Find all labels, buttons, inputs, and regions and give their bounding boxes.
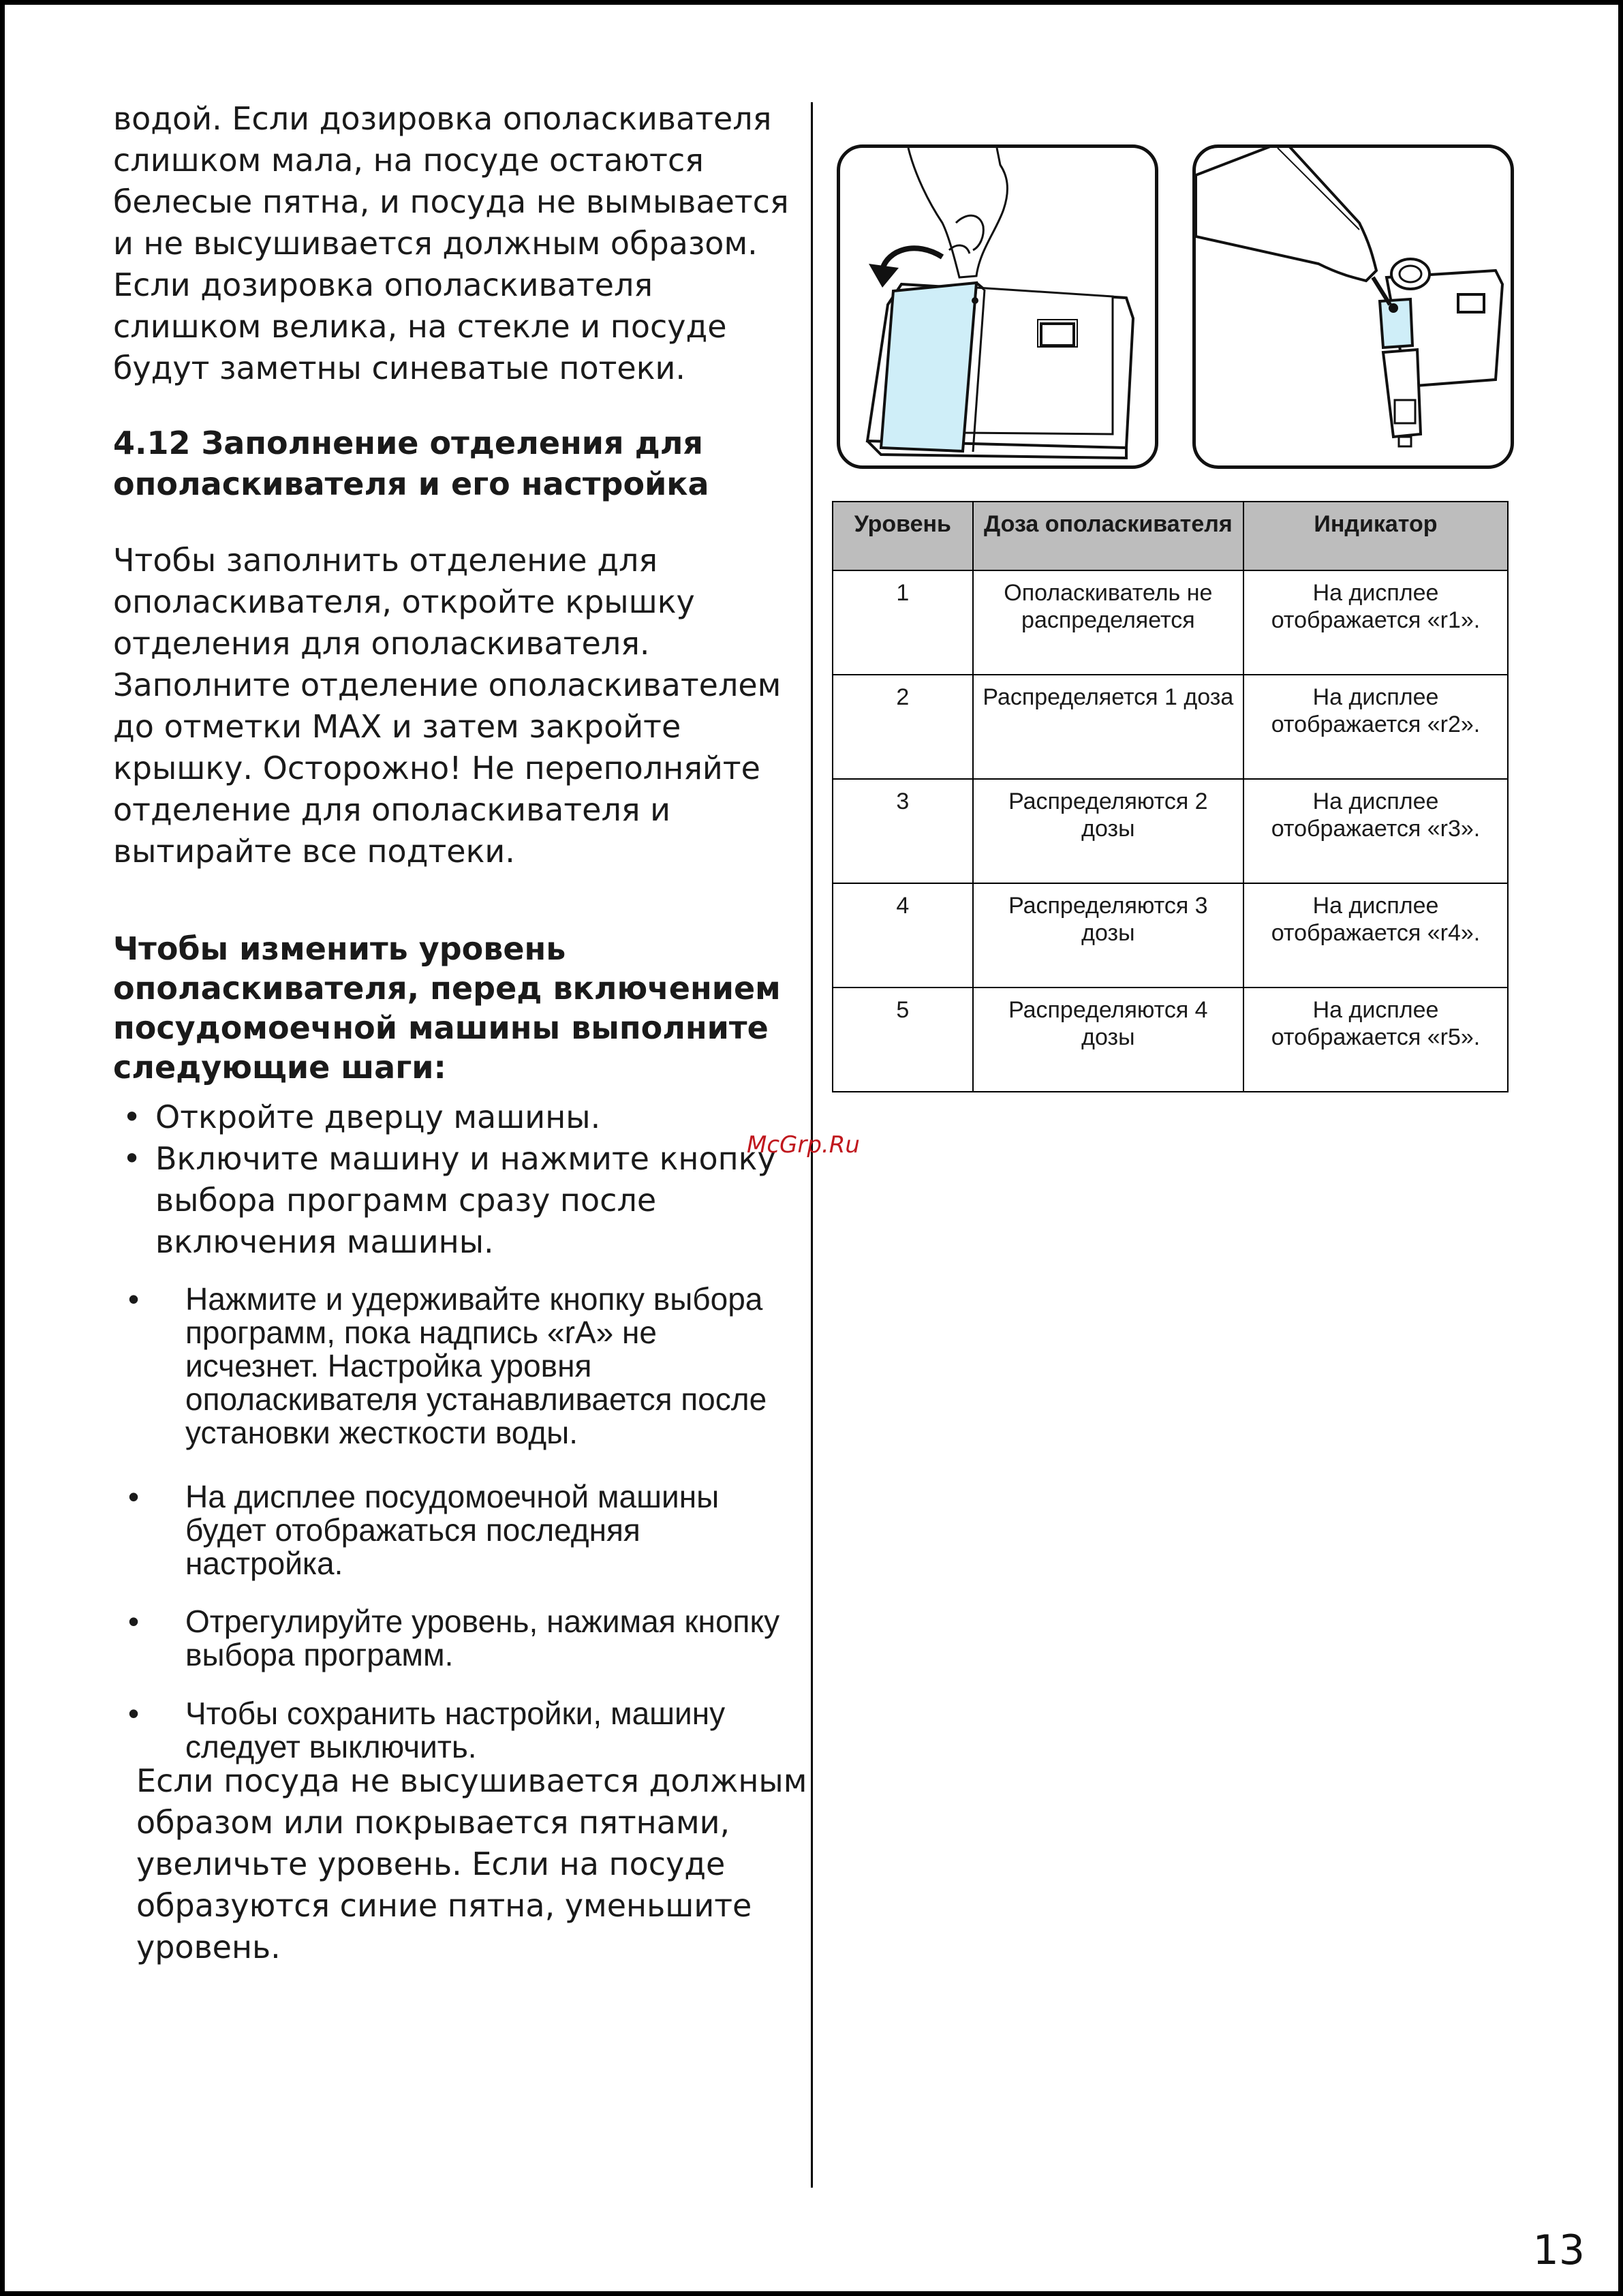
cell-level: 1 bbox=[833, 570, 973, 675]
cell-level: 3 bbox=[833, 779, 973, 883]
cell-level: 2 bbox=[833, 675, 973, 779]
cell-dose: Ополаскиватель не распределяется bbox=[973, 570, 1243, 675]
change-level-heading: Чтобы изменить уровень ополаскивателя, перед включением посудомоечной машины выполните следующие шаги: bbox=[113, 930, 781, 1086]
bullet-icon: • bbox=[123, 1140, 142, 1177]
table-row bbox=[833, 570, 1508, 675]
table-row bbox=[833, 883, 1508, 988]
open-lid-illustration bbox=[837, 144, 1158, 469]
rinse-aid-level-table bbox=[832, 501, 1509, 1092]
cell-dose: Распределяется 1 доза bbox=[973, 675, 1243, 779]
cell-dose: Распределяются 2 дозы bbox=[973, 779, 1243, 883]
outro-paragraph: Если посуда не высушивается должным образом или покрывается пятнами, увеличьте уровень. Если на посуде образуются синие пятна, уменьшите уровень. bbox=[136, 1762, 807, 1965]
section-heading: 4.12 Заполнение отделения для ополаскивателя и его настройка bbox=[113, 425, 709, 502]
column-header-level: Уровень bbox=[833, 502, 973, 570]
step-text: Включите машину и нажмите кнопку выбора программ сразу после включения машины. bbox=[155, 1140, 776, 1260]
table-header-row bbox=[833, 502, 1508, 570]
fill-paragraph: Чтобы заполнить отделение для ополаскивателя, откройте крышку отделения для ополаскивателя. Заполните отделение ополаскивателем до отметки MAX и затем закройте крышку. Осторожно! Не переполняйте отделение для ополаскивателя и вытирайте все подтеки. bbox=[113, 542, 782, 870]
step-text: На дисплее посудомоечной машины будет отображаться последняя настройка. bbox=[185, 1479, 720, 1581]
bullet-icon: • bbox=[128, 1281, 140, 1317]
cell-indicator: На дисплее отображается «r4». bbox=[1243, 883, 1508, 988]
bullet-icon: • bbox=[128, 1696, 140, 1731]
cell-dose: Распределяются 4 дозы bbox=[973, 988, 1243, 1092]
column-header-indicator: Индикатор bbox=[1243, 502, 1508, 570]
cell-indicator: На дисплее отображается «r3». bbox=[1243, 779, 1508, 883]
step-text: Отрегулируйте уровень, нажимая кнопку выбора программ. bbox=[185, 1604, 780, 1672]
step-text: Откройте дверцу машины. bbox=[155, 1099, 601, 1135]
table-row bbox=[833, 675, 1508, 779]
rinse-aid-compartment bbox=[881, 283, 976, 451]
intro-paragraph: водой. Если дозировка ополаскивателя слишком мала, на посуде остаются белесые пятна, и посуда не вымывается и не высушивается должным образом. Если дозировка ополаскивателя слишком велика, на стекле и посуде будут заметны синеватые потеки. bbox=[113, 100, 789, 386]
bullet-icon: • bbox=[128, 1604, 140, 1639]
cell-indicator: На дисплее отображается «r5». bbox=[1243, 988, 1508, 1092]
step-text: Чтобы сохранить настройки, машину следует выключить. bbox=[185, 1696, 726, 1764]
cell-level: 5 bbox=[833, 988, 973, 1092]
cell-indicator: На дисплее отображается «r1». bbox=[1243, 570, 1508, 675]
step-text: Нажмите и удерживайте кнопку выбора программ, пока надпись «rA» не исчезнет. Настройка уровня ополаскивателя устанавливается после установки жесткости воды. bbox=[185, 1281, 767, 1450]
table-row bbox=[833, 988, 1508, 1092]
cell-dose: Распределяются 3 дозы bbox=[973, 883, 1243, 988]
page-number: 13 bbox=[1532, 2226, 1585, 2274]
cell-level: 4 bbox=[833, 883, 973, 988]
table-row bbox=[833, 779, 1508, 883]
refill-drawing bbox=[1196, 148, 1511, 465]
watermark: McGrp.Ru bbox=[747, 1131, 860, 1159]
refill-illustration bbox=[1192, 144, 1514, 469]
open-lid-drawing bbox=[840, 148, 1155, 465]
column-header-dose: Доза ополаскивателя bbox=[973, 502, 1243, 570]
bullet-icon: • bbox=[123, 1099, 142, 1135]
cell-indicator: На дисплее отображается «r2». bbox=[1243, 675, 1508, 779]
bullet-icon: • bbox=[128, 1479, 140, 1514]
